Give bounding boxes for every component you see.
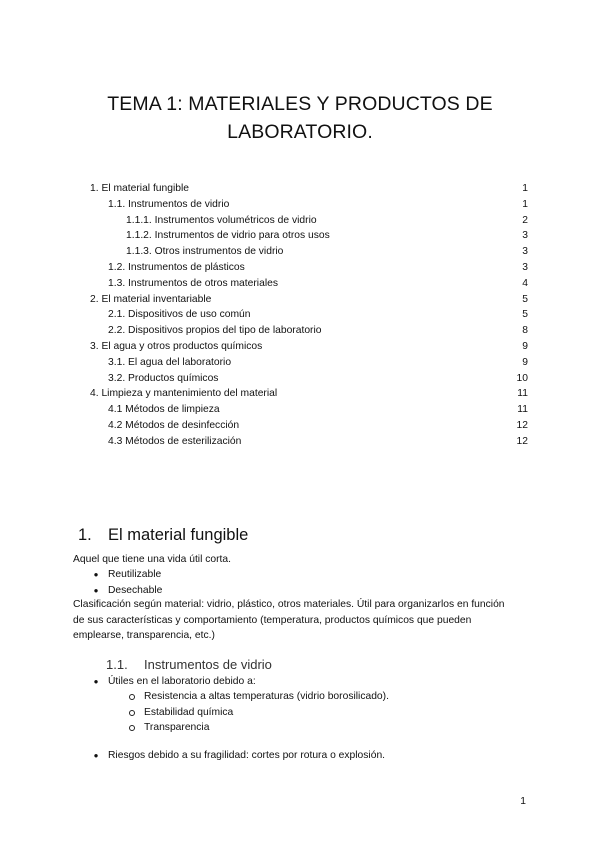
list-item-text: Útiles en el laboratorio debido a:: [108, 676, 256, 687]
toc-entry-page[interactable]: 3: [522, 246, 528, 258]
list-item-text: Reutilizable: [108, 569, 162, 580]
list-item: [128, 720, 389, 736]
toc-entry-page[interactable]: 9: [522, 356, 528, 368]
toc-entry[interactable]: [0, 339, 600, 355]
toc-entry-page[interactable]: 4: [522, 277, 528, 289]
toc-entry-page[interactable]: 3: [522, 230, 528, 242]
filled-dot-icon: ●: [93, 570, 99, 579]
intro-paragraph: Aquel que tiene una vida útil corta.: [73, 554, 231, 565]
toc-entry-label[interactable]: 4.3 Métodos de esterilización: [108, 435, 242, 447]
toc-entry-page[interactable]: 5: [522, 309, 528, 321]
document-title: [60, 90, 540, 146]
list-item: [128, 689, 389, 705]
toc-entry[interactable]: [0, 434, 600, 450]
section-number: 1.: [78, 526, 92, 544]
toc-entry[interactable]: [0, 402, 600, 418]
toc-entry-label[interactable]: 1.1.1. Instrumentos volumétricos de vidrio: [126, 214, 317, 226]
toc-entry-page[interactable]: 9: [522, 340, 528, 352]
document-title-line2: LABORATORIO.: [227, 121, 373, 143]
toc-entry-page[interactable]: 5: [522, 293, 528, 305]
list-item: [90, 674, 256, 690]
toc-entry[interactable]: [0, 418, 600, 434]
toc-entry-label[interactable]: 2. El material inventariable: [90, 293, 212, 305]
list-item-text: Estabilidad química: [144, 706, 234, 718]
toc-entry-page[interactable]: 10: [516, 372, 528, 384]
list-item-text: Resistencia a altas temperaturas (vidrio borosilicado).: [144, 691, 389, 702]
toc-entry-label[interactable]: 4.1 Métodos de limpieza: [108, 404, 220, 416]
toc-entry[interactable]: [0, 307, 600, 323]
toc-entry-label[interactable]: 1.1.2. Instrumentos de vidrio para otros usos: [126, 230, 330, 242]
toc-entry-label[interactable]: 3.2. Productos químicos: [108, 372, 219, 384]
toc-entry-label[interactable]: 4.2 Métodos de desinfección: [108, 419, 240, 431]
page-number: 1: [520, 796, 526, 807]
document-title-line1: TEMA 1: MATERIALES Y PRODUCTOS DE: [107, 93, 493, 115]
toc-entry-page[interactable]: 2: [522, 214, 528, 226]
ring-icon: [129, 694, 135, 700]
section-heading-1-1: [106, 656, 272, 674]
toc-entry[interactable]: [0, 276, 600, 292]
toc-entry-label[interactable]: 3. El agua y otros productos químicos: [90, 340, 263, 352]
toc-entry[interactable]: [0, 181, 600, 197]
toc-entry[interactable]: [0, 244, 600, 260]
filled-dot-icon: ●: [93, 751, 99, 760]
toc-entry-page[interactable]: 1: [522, 183, 528, 194]
toc-entry[interactable]: [0, 323, 600, 339]
fungible-type-list: [90, 567, 162, 598]
toc-entry-page[interactable]: 12: [516, 419, 528, 431]
toc-entry-page[interactable]: 3: [522, 261, 528, 273]
toc-entry[interactable]: [0, 371, 600, 387]
toc-entry[interactable]: [0, 228, 600, 244]
list-item: [90, 583, 162, 599]
list-item-text: Riesgos debido a su fragilidad: cortes por rotura o explosión.: [108, 750, 386, 761]
ring-icon: [129, 725, 135, 731]
toc-entry-label[interactable]: 1.3. Instrumentos de otros materiales: [108, 277, 278, 289]
glass-risk-list: [90, 748, 385, 764]
toc-entry[interactable]: [0, 197, 600, 213]
filled-dot-icon: ●: [93, 677, 99, 686]
toc-entry-label[interactable]: 1.1. Instrumentos de vidrio: [108, 198, 230, 210]
toc-entry-label[interactable]: 1. El material fungible: [90, 183, 190, 194]
filled-dot-icon: ●: [93, 585, 99, 595]
toc-entry-page[interactable]: 11: [517, 388, 528, 400]
list-item-text: Desechable: [108, 584, 163, 596]
toc-entry[interactable]: [0, 386, 600, 402]
list-item: [90, 748, 385, 764]
toc-entry-page[interactable]: 12: [516, 435, 528, 447]
toc-entry-label[interactable]: 3.1. El agua del laboratorio: [108, 356, 232, 368]
toc-entry[interactable]: [0, 292, 600, 308]
list-item-text: Transparencia: [144, 722, 210, 733]
ring-icon: [129, 710, 135, 716]
toc-entry-label[interactable]: 4. Limpieza y mantenimiento del material: [90, 388, 278, 400]
section-heading-1: [78, 524, 248, 546]
toc-entry-label[interactable]: 1.2. Instrumentos de plásticos: [108, 261, 245, 273]
toc-entry[interactable]: [0, 213, 600, 229]
toc-entry[interactable]: [0, 260, 600, 276]
list-item: [90, 567, 162, 583]
glass-properties-list: [128, 689, 389, 736]
glass-usefulness-list: [90, 674, 256, 690]
classification-paragraph: Clasificación según material: vidrio, plástico, otros materiales. Útil para organizarlos en función de sus características y comportamiento (temperatura, productos químicos que pueden emplearse, transparencia, etc.): [73, 599, 505, 641]
toc-entry-label[interactable]: 2.1. Dispositivos de uso común: [108, 309, 251, 321]
toc-entry-page[interactable]: 1: [522, 198, 528, 210]
toc-entry-label[interactable]: 2.2. Dispositivos propios del tipo de laboratorio: [108, 325, 322, 337]
toc-entry-page[interactable]: 8: [522, 325, 528, 337]
toc-entry-label[interactable]: 1.1.3. Otros instrumentos de vidrio: [126, 246, 284, 258]
toc-entry-page[interactable]: 11: [517, 404, 528, 416]
subsection-number: 1.1.: [106, 657, 128, 672]
toc-entry[interactable]: [0, 355, 600, 371]
section-title: El material fungible: [108, 526, 249, 544]
list-item: [128, 705, 389, 721]
subsection-title: Instrumentos de vidrio: [144, 657, 272, 672]
table-of-contents: [0, 181, 600, 450]
